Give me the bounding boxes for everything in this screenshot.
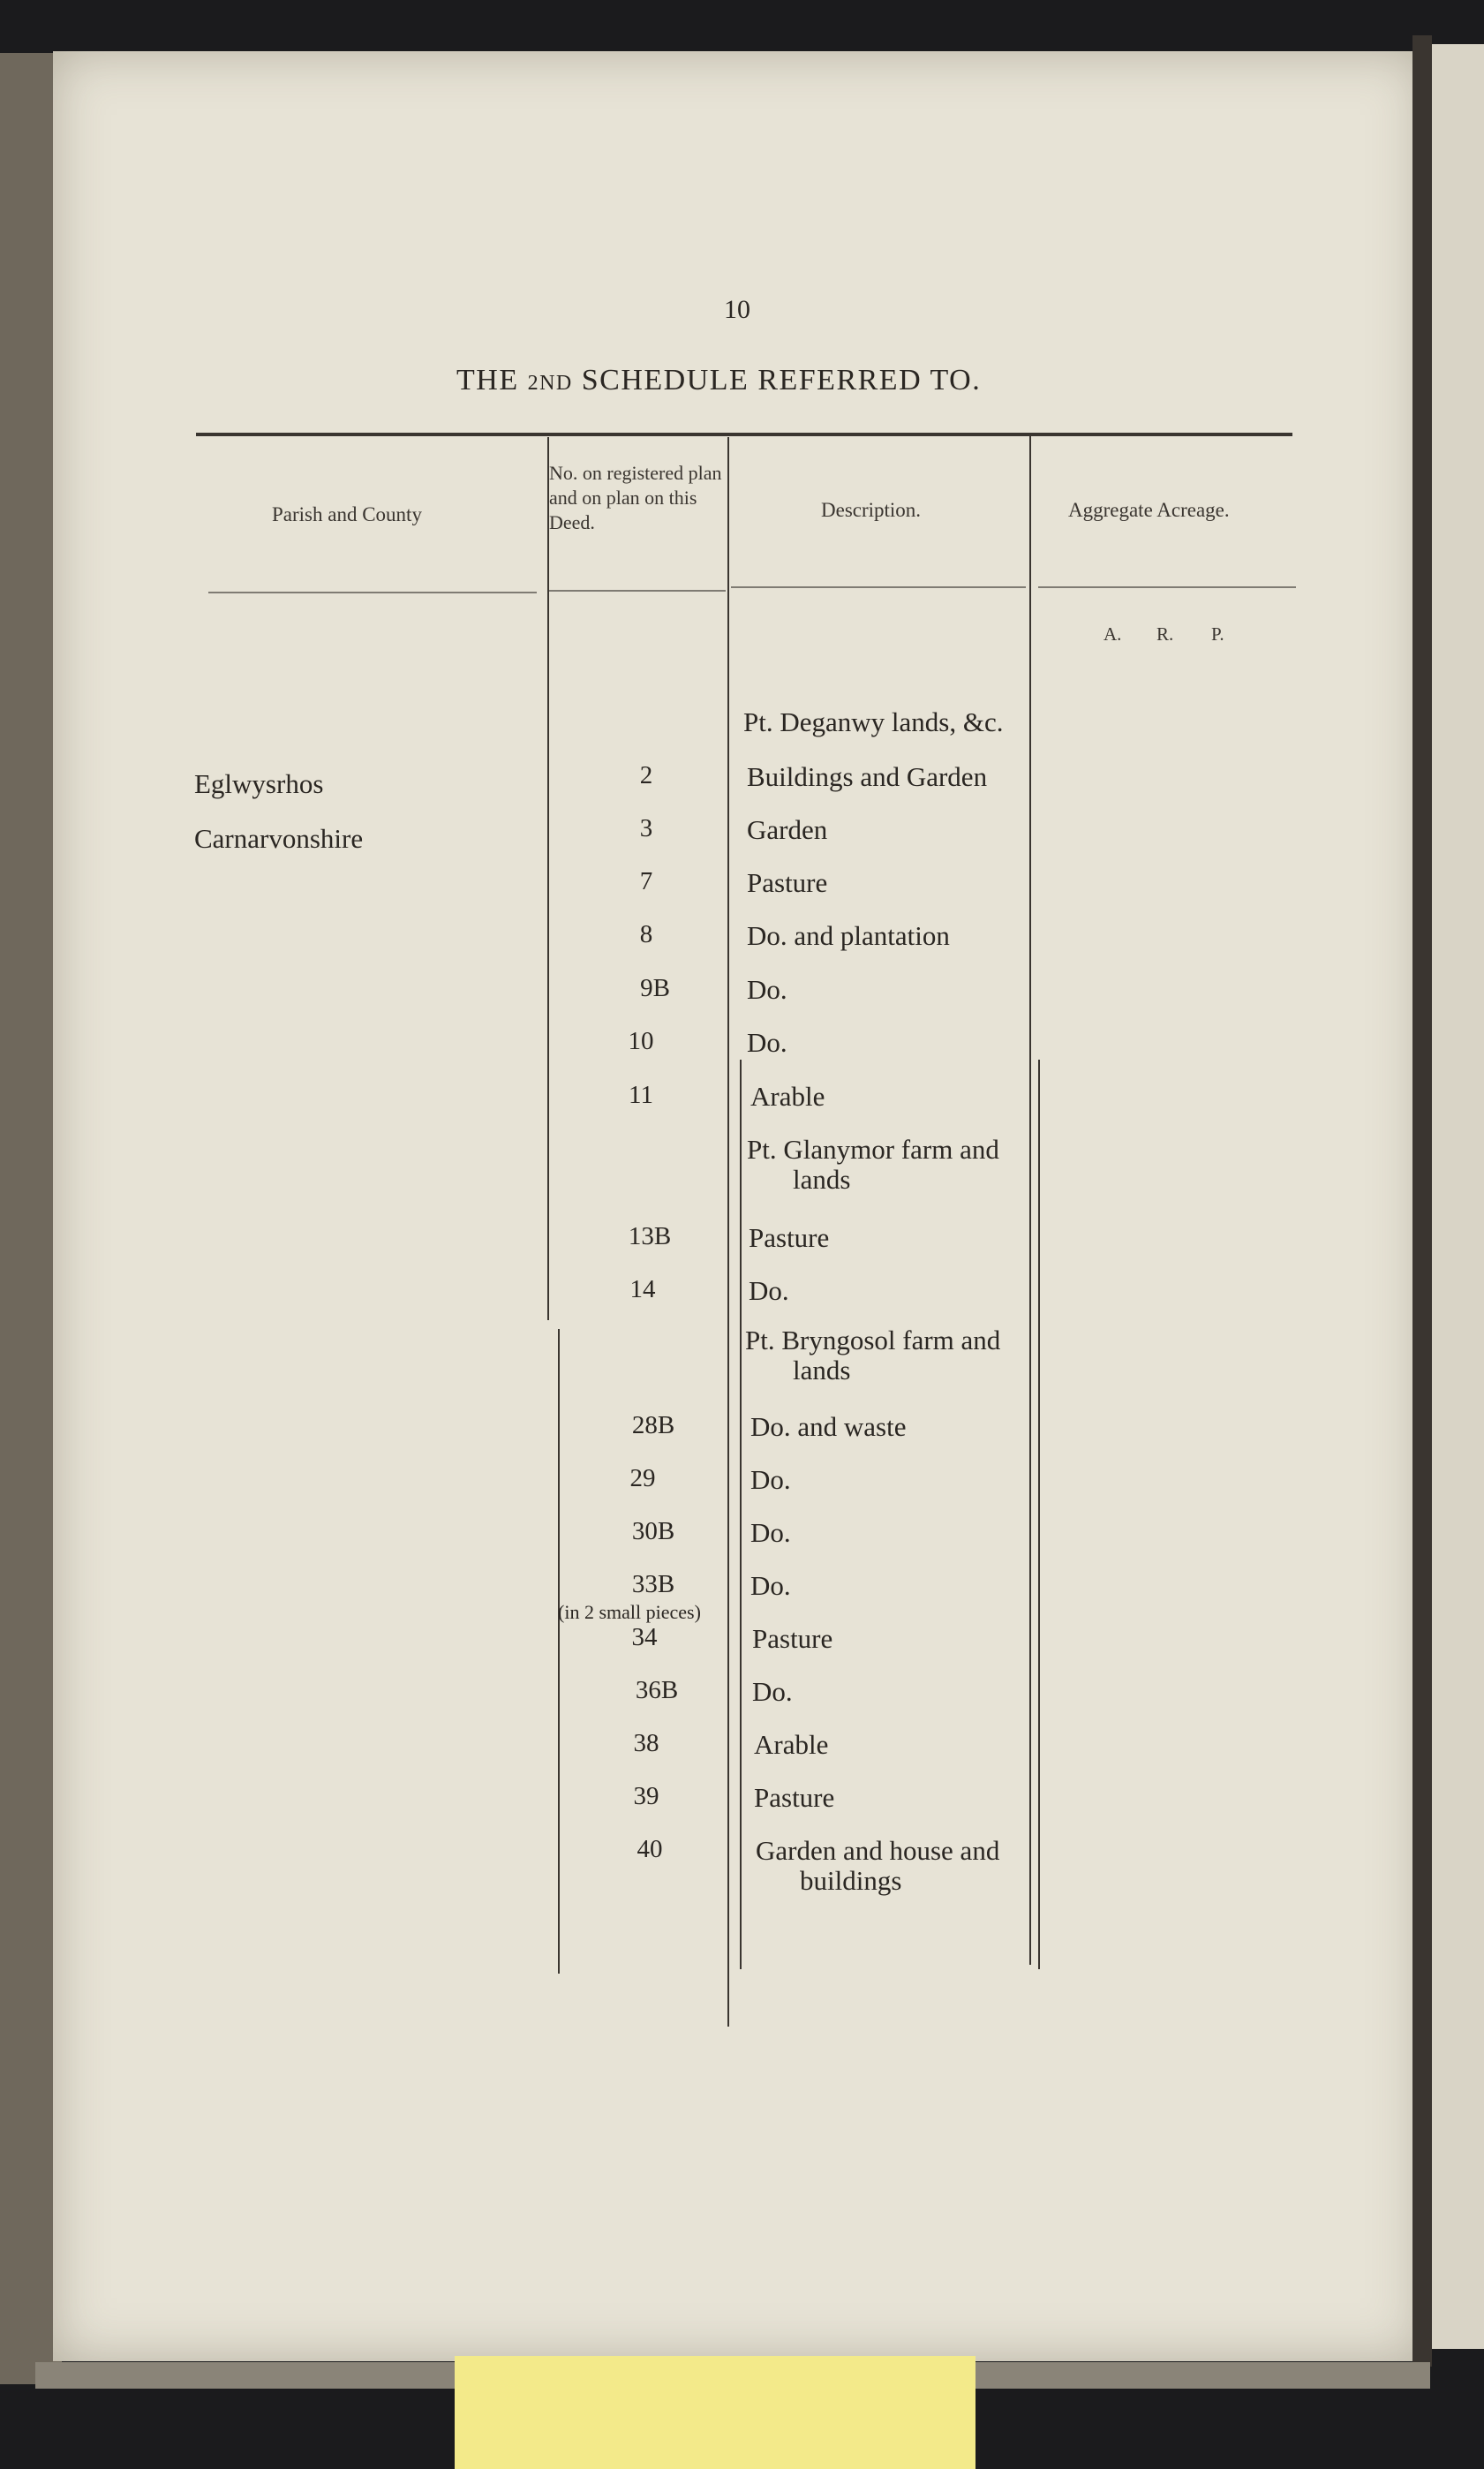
row-note: (in 2 small pieces) xyxy=(558,1601,701,1623)
row-number: 40 xyxy=(637,1835,663,1863)
row-description: Do. and plantation xyxy=(747,920,950,951)
unit-perches: P. xyxy=(1211,623,1224,645)
page-number: 10 xyxy=(724,295,750,324)
header-bottom-rule-desc xyxy=(731,586,1026,588)
sticky-note xyxy=(455,2356,976,2469)
row-number: 39 xyxy=(633,1782,659,1810)
row-description: Do. xyxy=(747,974,787,1005)
row-description: Do. xyxy=(752,1676,793,1707)
row-description: Arable xyxy=(754,1729,829,1760)
row-description: Do. and waste xyxy=(750,1411,907,1442)
row-number: 10 xyxy=(628,1027,654,1055)
document-page xyxy=(53,51,1423,2361)
row-description-continued: lands xyxy=(793,1355,851,1386)
row-number: 38 xyxy=(633,1729,659,1757)
row-number: 14 xyxy=(629,1275,656,1303)
row-description: Garden xyxy=(747,814,828,845)
header-description: Description. xyxy=(821,499,922,521)
header-bottom-rule-acreage xyxy=(1038,586,1296,588)
row-number: 36B xyxy=(635,1676,679,1704)
column-rule-3b xyxy=(1038,1060,1040,1969)
row-description: Garden and house and xyxy=(756,1835,1000,1866)
unit-roods: R. xyxy=(1156,623,1174,645)
header-bottom-rule-number xyxy=(549,590,726,592)
schedule-title xyxy=(456,364,981,397)
row-number: 9B xyxy=(640,974,670,1002)
column-rule-3 xyxy=(1029,433,1031,1965)
row-description: Buildings and Garden xyxy=(747,761,988,792)
row-number: 2 xyxy=(639,761,653,789)
row-description: Do. xyxy=(750,1464,791,1495)
spine-shadow xyxy=(1412,35,1432,2367)
header-aggregate-acreage: Aggregate Acreage. xyxy=(1068,499,1230,521)
row-description-continued: buildings xyxy=(800,1865,902,1896)
column-rule-2b xyxy=(740,1060,742,1969)
row-number: 13B xyxy=(628,1222,672,1250)
facing-page-edge xyxy=(1432,44,1484,2349)
column-rule-1 xyxy=(547,437,549,1320)
row-description: Pt. Bryngosol farm and xyxy=(745,1325,1001,1355)
row-description: Pasture xyxy=(749,1222,830,1253)
row-description: Pt. Deganwy lands, &c. xyxy=(743,706,1004,737)
row-number: 3 xyxy=(639,814,653,842)
parish-name: Eglwysrhos xyxy=(194,768,324,799)
row-description: Do. xyxy=(750,1570,791,1601)
row-description: Do. xyxy=(749,1275,789,1306)
row-description-continued: lands xyxy=(793,1164,851,1195)
row-description: Arable xyxy=(750,1081,825,1112)
row-description: Pasture xyxy=(752,1623,833,1654)
row-number: 11 xyxy=(629,1081,653,1109)
column-rule-1b xyxy=(558,1329,560,1974)
row-number: 29 xyxy=(629,1464,656,1492)
header-registered-number: No. on registered plan and on plan on this Deed. xyxy=(549,462,722,533)
header-bottom-rule-left xyxy=(208,592,537,593)
row-number: 33B xyxy=(631,1570,675,1598)
row-description: Pasture xyxy=(754,1782,835,1813)
row-number: 34 xyxy=(631,1623,658,1651)
row-description: Do. xyxy=(750,1517,791,1548)
row-number: 7 xyxy=(639,867,653,895)
county-name: Carnarvonshire xyxy=(194,823,364,854)
row-number: 8 xyxy=(639,920,653,948)
row-description: Do. xyxy=(747,1027,787,1058)
row-description: Pt. Glanymor farm and xyxy=(747,1134,999,1165)
header-parish-county: Parish and County xyxy=(272,503,422,525)
row-number: 30B xyxy=(631,1517,675,1545)
unit-acres: A. xyxy=(1104,623,1122,645)
top-rule xyxy=(196,433,1292,436)
row-description: Pasture xyxy=(747,867,828,898)
title-the: THE xyxy=(456,364,519,396)
row-number: 28B xyxy=(631,1411,675,1439)
column-rule-2 xyxy=(727,437,729,2027)
title-ordinal: 2ND xyxy=(527,372,573,395)
title-rest: SCHEDULE REFERRED TO. xyxy=(581,364,982,396)
